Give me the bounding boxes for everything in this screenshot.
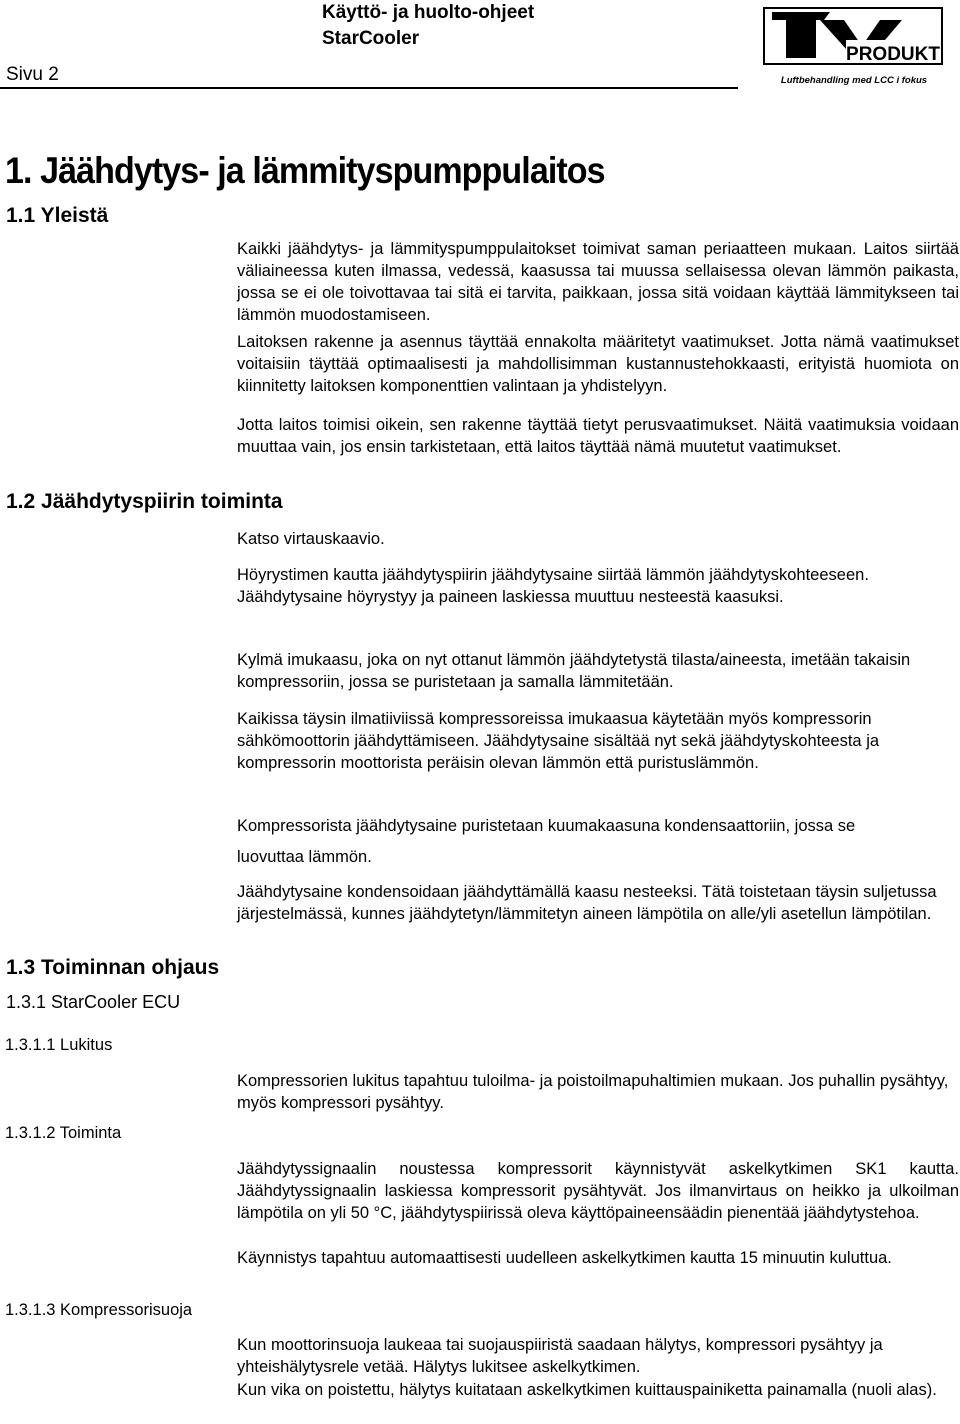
heading-1-3-1-1: 1.3.1.1 Lukitus <box>5 1036 113 1054</box>
document-title-line1: Käyttö- ja huolto-ohjeet <box>322 2 535 23</box>
paragraph-requirements: Laitoksen rakenne ja asennus täyttää ennakolta määritetyt vaatimukset. Jotta nämä vaatimukset voitaisiin täyttää optimaalisesti ja mahdollisimman kustannustehokkaasti, erityistä huomiota on kiinnitetty laitoksen komponenttien valintaan ja yhdistelyyn. <box>237 333 959 395</box>
paragraph-evaporator: Höyrystimen kautta jäähdytyspiirin jäähdytysaine siirtää lämmön jäähdytyskohteeseen. Jäähdytysaine höyrystyy ja paineen laskiessa muuttuu nesteestä kaasuksi. <box>237 566 869 606</box>
paragraph-restart: Käynnistys tapahtuu automaattisesti uudelleen askelkytkimen kautta 15 minuutin kuluttua. <box>237 1249 892 1267</box>
paragraph-release-heat: luovuttaa lämmön. <box>237 848 372 866</box>
paragraph-basic-requirements: Jotta laitos toimisi oikein, sen rakenne täyttää tietyt perusvaatimukset. Näitä vaatimuksia voidaan muuttaa vain, jos ensin tarkistetaan, että laitos täyttää nämä muutetut vaatimukset. <box>237 416 959 456</box>
header-rule <box>0 87 738 89</box>
paragraph-suction-gas: Kylmä imukaasu, joka on nyt ottanut lämmön jäähdytetystä tilasta/aineesta, imetään takaisin kompressoriin, jossa se puristetaan ja samalla lämmitetään. <box>237 651 911 691</box>
paragraph-operation: Jäähdytyssignaalin noustessa kompressorit käynnistyvät askelkytkimen SK1 kautta. Jäähdytyssignaalin laskiessa kompressorit pysähtyvät. Jos ilmanvirtaus on heikko ja ulkoilman lämpötila on yli 50 °C, jäähdytyspiirissä oleva käyttöpaineensäädin pienentää jäähdytystehoa. <box>237 1160 959 1222</box>
heading-1-2: 1.2 Jäähdytyspiirin toiminta <box>6 490 283 513</box>
document-title <box>322 0 534 52</box>
paragraph-general: Kaikki jäähdytys- ja lämmityspumppulaitokset toimivat saman periaatteen mukaan. Laitos siirtää väliaineessa kuten ilmassa, vedessä, kaasussa tai muussa sellaisessa olevan lämmön paikasta, jossa se ei ole toivottavaa tai sitä ei tarvita, paikkaan, jossa sitä voidaan käyttää lämmitykseen tai lämmön muodostamiseen. <box>237 240 959 324</box>
heading-1-1: 1.1 Yleistä <box>6 204 109 227</box>
paragraph-see-flow-diagram: Katso virtauskaavio. <box>237 530 385 548</box>
heading-1-3: 1.3 Toiminnan ohjaus <box>6 956 220 979</box>
logo-tagline: Luftbehandling med LCC i fokus <box>780 75 928 86</box>
paragraph-motor-protection: Kun moottorinsuoja laukeaa tai suojauspiiristä saadaan hälytys, kompressori pysähtyy ja yhteishälytysrele vetää. Hälytys lukitsee askelkytkimen. <box>237 1336 883 1376</box>
paragraph-interlock: Kompressorien lukitus tapahtuu tuloilma- ja poistoilmapuhaltimien mukaan. Jos puhallin pysähtyy, myös kompressori pysähtyy. <box>237 1072 949 1112</box>
heading-1-3-1-2: 1.3.1.2 Toiminta <box>5 1124 122 1142</box>
iv-produkt-logo <box>762 6 946 90</box>
paragraph-condensing: Jäähdytysaine kondensoidaan jäähdyttämällä kaasu nesteeksi. Tätä toistetaan täysin suljetussa järjestelmässä, kunnes jäähdytetyn/lämmitetyn aineen lämpötila on alle/yli asetellun lämpötilan. <box>237 883 937 923</box>
heading-1-3-1: 1.3.1 StarCooler ECU <box>6 992 181 1012</box>
page-number: Sivu 2 <box>6 64 59 85</box>
document-title-line2: StarCooler <box>322 28 420 49</box>
paragraph-compressor-hotgas: Kompressorista jäähdytysaine puristetaan kuumakaasuna kondensaattoriin, jossa se <box>237 817 856 835</box>
logo-text: PRODUKT <box>846 44 940 65</box>
paragraph-motor-cooling: Kaikissa täysin ilmatiiviissä kompressoreissa imukaasua käytetään myös kompressorin sähkömoottorin jäähdyttämiseen. Jäähdytysaine sisältää nyt sekä jäähdytyskohteesta ja kompressorin moottorista peräisin olevan lämmön että puristuslämmön. <box>237 710 880 772</box>
paragraph-alarm-reset: Kun vika on poistettu, hälytys kuitataan askelkytkimen kuittauspainiketta painamalla (nuoli alas). <box>237 1381 937 1399</box>
chapter-title: 1. Jäähdytys- ja lämmityspumppulaitos <box>5 150 605 191</box>
heading-1-3-1-3: 1.3.1.3 Kompressorisuoja <box>5 1301 193 1319</box>
